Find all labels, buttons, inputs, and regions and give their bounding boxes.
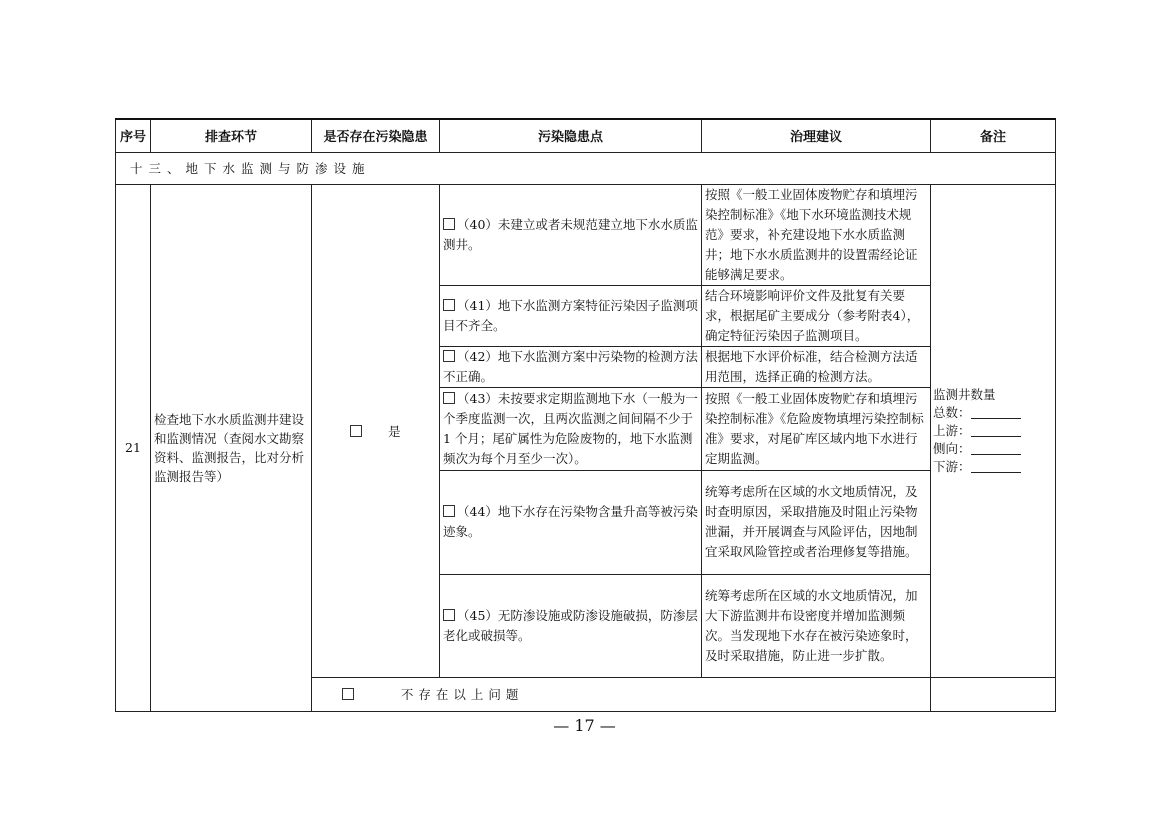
note-title: 监测井数量 [933, 386, 996, 402]
hazard-point-44: （44）地下水存在污染物含量升高等被污染迹象。 [440, 470, 702, 574]
header-has-hazard: 是否存在污染隐患 [312, 119, 440, 152]
advice-42: 根据地下水评价标准，结合检测方法适用范围，选择正确的检测方法。 [702, 346, 931, 387]
checkbox-42[interactable] [443, 350, 455, 362]
row-step: 检查地下水水质监测井建设和监测情况（查阅水文勘察资料、监测报告，比对分析监测报告等） [151, 184, 312, 711]
note-empty-cell [931, 677, 1056, 711]
note-lateral: 侧向： [933, 440, 1052, 458]
section-title: 十三、地下水监测与防渗设施 [116, 152, 1056, 184]
checkbox-45[interactable] [443, 609, 455, 621]
header-advice: 治理建议 [702, 119, 931, 152]
hazard-point-41: （41）地下水监测方案特征污染因子监测项目不齐全。 [440, 285, 702, 346]
checkbox-41[interactable] [443, 299, 455, 311]
downstream-blank[interactable] [971, 460, 1021, 473]
header-step: 排查环节 [151, 119, 312, 152]
hazard-point-45: （45）无防渗设施或防渗设施破损，防渗层老化或破损等。 [440, 574, 702, 677]
total-blank[interactable] [971, 406, 1021, 419]
upstream-blank[interactable] [971, 424, 1021, 437]
note-upstream: 上游： [933, 422, 1052, 440]
note-total: 总数： [933, 404, 1052, 422]
hazard-point-40: （40）未建立或者未规范建立地下水水质监测井。 [440, 184, 702, 285]
checkbox-44[interactable] [443, 505, 455, 517]
advice-41: 结合环境影响评价文件及批复有关要求，根据尾矿主要成分（参考附表4），确定特征污染因子监测项目。 [702, 285, 931, 346]
note-downstream: 下游： [933, 458, 1052, 476]
header-hazard-point: 污染隐患点 [440, 119, 702, 152]
no-issue-checkbox[interactable] [342, 688, 354, 700]
well-count-note [931, 184, 1056, 677]
header-seq: 序号 [116, 119, 151, 152]
advice-43: 按照《一般工业固体废物贮存和填埋污染控制标准》《危险废物填埋污染控制标准》要求，对尾矿库区域内地下水进行定期监测。 [702, 387, 931, 470]
checkbox-40[interactable] [443, 218, 455, 230]
advice-44: 统筹考虑所在区域的水文地质情况，及时查明原因，采取措施及时阻止污染物泄漏，并开展调查与风险评估，因地制宜采取风险管控或者治理修复等措施。 [702, 470, 931, 574]
yes-option[interactable] [312, 184, 440, 677]
no-issue-option[interactable] [312, 677, 931, 711]
inspection-table [115, 118, 1056, 712]
hazard-point-42: （42）地下水监测方案中污染物的检测方法不正确。 [440, 346, 702, 387]
page-number: — 17 — [553, 716, 616, 735]
header-note: 备注 [931, 119, 1056, 152]
hazard-point-43: （43）未按要求定期监测地下水（一般为一个季度监测一次，且两次监测之间间隔不少于 1 个月；尾矿属性为危险废物的，地下水监测频次为每个月至少一次）。 [440, 387, 702, 470]
checkbox-43[interactable] [443, 392, 455, 404]
lateral-blank[interactable] [971, 442, 1021, 455]
row-seq: 21 [116, 184, 151, 711]
advice-45: 统筹考虑所在区域的水文地质情况，加大下游监测井布设密度并增加监测频次。当发现地下水存在被污染迹象时，及时采取措施，防止进一步扩散。 [702, 574, 931, 677]
no-issue-label: 不存在以上问题 [400, 687, 524, 702]
yes-checkbox[interactable] [350, 425, 362, 437]
yes-label: 是 [388, 423, 401, 439]
advice-40: 按照《一般工业固体废物贮存和填埋污染控制标准》《地下水环境监测技术规范》要求，补充建设地下水水质监测井；地下水水质监测井的设置需经论证能够满足要求。 [702, 184, 931, 285]
